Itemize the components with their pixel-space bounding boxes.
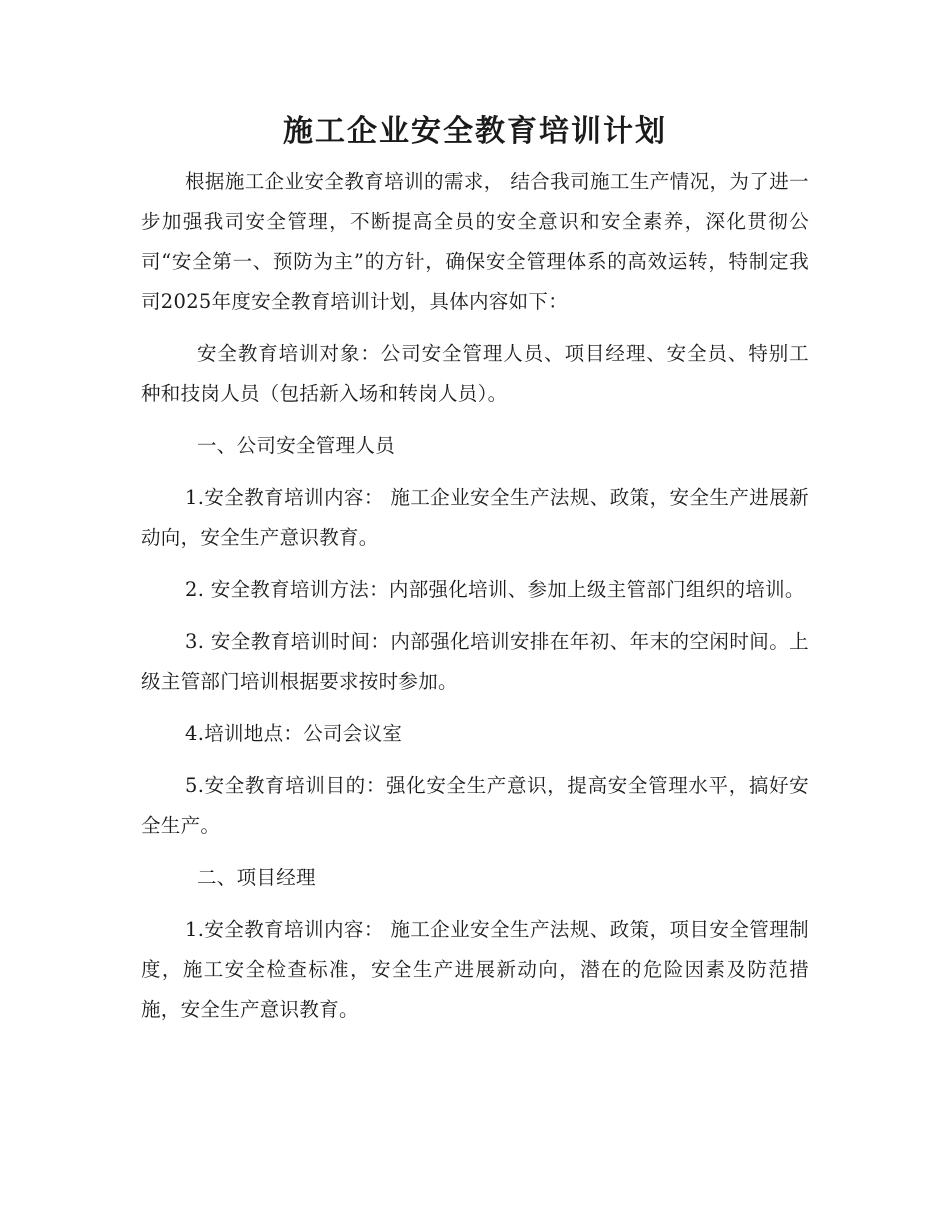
list-item: 1.安全教育培训内容： 施工企业安全生产法规、政策，安全生产进展新动向，安全生产意识教育。 (141, 486, 809, 549)
document-body (141, 162, 809, 1042)
list-item: 3. 安全教育培训时间：内部强化培训安排在年初、年末的空闲时间。上级主管部门培训根据要求按时参加。 (141, 630, 809, 693)
section-heading-safety-managers: 一、公司安全管理人员 (197, 434, 396, 457)
list-item: 1.安全教育培训内容： 施工企业安全生产法规、政策，项目安全管理制度，施工安全检查标准，安全生产进展新动向，潜在的危险因素及防范措施，安全生产意识教育。 (141, 918, 809, 1021)
training-target-paragraph: 安全教育培训对象：公司安全管理人员、项目经理、安全员、特别工种和技岗人员（包括新入场和转岗人员）。 (141, 342, 809, 405)
section-heading-project-managers: 二、项目经理 (197, 866, 316, 889)
document-title: 施工企业安全教育培训计划 (283, 114, 667, 149)
list-item: 4.培训地点：公司会议室 (185, 722, 403, 745)
intro-paragraph: 根据施工企业安全教育培训的需求， 结合我司施工生产情况，为了进一步加强我司安全管理，不断提高全员的安全意识和安全素养，深化贯彻公司“安全第一、预防为主”的方针，确保安全管理体系的高效运转，特制定我司2025年度安全教育培训计划，具体内容如下： (141, 170, 809, 313)
list-item: 5.安全教育培训目的：强化安全生产意识，提高安全管理水平，搞好安全生产。 (141, 774, 809, 837)
list-item: 2. 安全教育培训方法：内部强化培训、参加上级主管部门组织的培训。 (185, 578, 805, 601)
